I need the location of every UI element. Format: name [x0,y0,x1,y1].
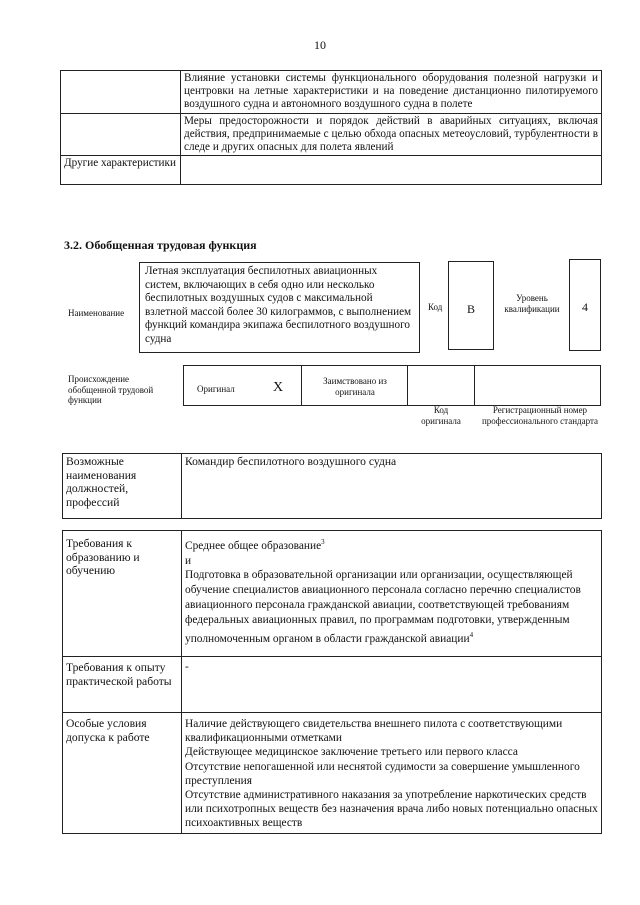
education-label: Требования к образованию и обучению [63,531,182,657]
origin-divider [474,365,475,406]
positions-label: Возможные наименования должностей, профессий [63,454,182,519]
level-value-box: 4 [569,259,601,351]
education-line: Среднее общее образование [185,539,322,552]
borrowed-label: Заимствовано из оригинала [323,376,387,397]
top-table-row1: Влияние установки системы функционального оборудования полезной нагрузки и центровки на летные характеристики и на поведение дистанционно пилотируемого воздушного судна и автономного воздушного судна в полете [181,71,602,114]
top-table-row2: Меры предосторожности и порядок действий в аварийных ситуациях, включая действия, предпринимаемые с целью обхода опасных метеоусловий, турбулентности в следе и других опасных для полета явлений [181,113,602,156]
experience-value: - [182,657,602,713]
level-label: Уровень квалификации [504,293,560,314]
condition-line: Действующее медицинское заключение третьего или первого класса [185,746,518,759]
footnote-4: 4 [469,630,474,639]
experience-label: Требования к опыту практической работы [63,657,182,713]
origin-label: Происхождение обобщенной трудовой функции [68,374,154,405]
code-value-box: B [448,261,494,350]
top-table-empty-cell [61,71,181,114]
footnote-3: 3 [321,538,325,546]
education-line: Подготовка в образовательной организации или организации, осуществляющей обучение специалистов авиационного персонала согласно перечню специалистов авиационного персонала гражданской авиации, соответствующей требованиям федеральных авиационных правил, по программам подготовки, утвержденным уполномоченным органом в области гражданской авиации [185,569,581,645]
other-characteristics-value [181,156,602,185]
top-table-empty-cell [61,113,181,156]
origin-divider [407,365,408,406]
original-label: Оригинал [197,384,235,394]
condition-line: Отсутствие административного наказания за употребление наркотических средств или психотропных веществ без назначения врача либо новых потенциально опасных психоактивных веществ [185,789,598,830]
section-title: 3.2. Обобщенная трудовая функция [64,238,257,252]
requirements-table [62,530,602,834]
education-value [182,531,602,657]
original-mark: X [273,380,284,395]
conditions-value [182,713,602,834]
positions-value: Командир беспилотного воздушного судна [182,454,602,519]
page-number: 10 [314,38,326,52]
conditions-label: Особые условия допуска к работе [63,713,182,834]
origin-divider [301,365,302,406]
positions-table [62,453,602,519]
code-label: Код [428,302,443,312]
condition-line: Отсутствие непогашенной или неснятой судимости за совершение умышленного преступления [185,760,580,787]
name-label: Наименование [68,308,125,318]
function-name-box: Летная эксплуатация беспилотных авиационных систем, включающих в себя одно или несколько беспилотных воздушных судов с максимальной взлетной массой более 30 килограммов, с выполнением функций командира экипажа беспилотного воздушного судна [139,262,420,353]
other-characteristics-label: Другие характеристики [61,156,181,185]
top-table [60,70,602,185]
reg-number-label: Регистрационный номер профессионального стандарта [481,405,599,426]
condition-line: Наличие действующего свидетельства внешнего пилота с соответствующими квалификационными отметками [185,718,563,745]
education-line: и [185,554,192,567]
code-original-label: Код оригинала [421,405,461,426]
